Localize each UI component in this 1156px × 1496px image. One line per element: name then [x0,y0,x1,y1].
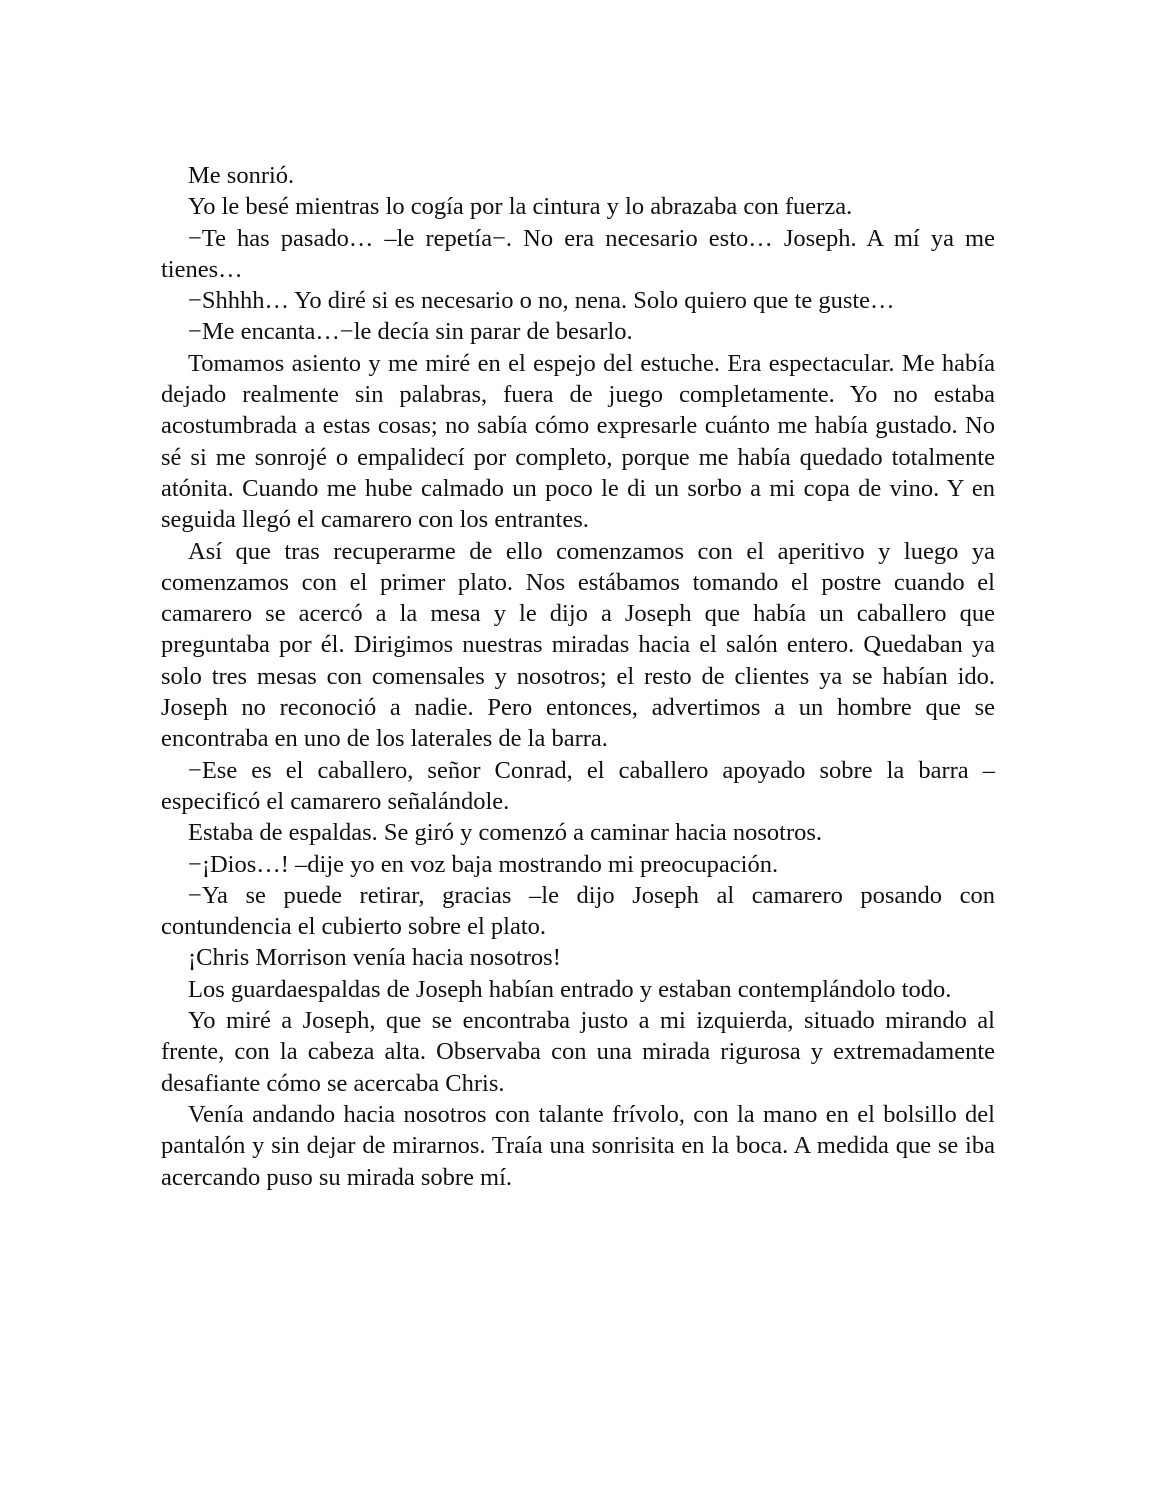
paragraph: −¡Dios…! –dije yo en voz baja mostrando mi preocupación. [188,850,779,878]
paragraph: Los guardaespaldas de Joseph habían entrado y estaban contemplándolo todo. [188,975,952,1003]
paragraph: −Me encanta…−le decía sin parar de besarlo. [188,318,633,346]
paragraph: Venía andando hacia nosotros con talante frívolo, con la mano en el bolsillo del pantalón y sin dejar de mirarnos. Traía una sonrisita en la boca. A medida que se iba acercando puso su mirada sobre mí. [161,1100,995,1191]
paragraph: Tomamos asiento y me miré en el espejo del estuche. Era espectacular. Me había dejado realmente sin palabras, fuera de juego completamente. Yo no estaba acostumbrada a estas cosas; no sabía cómo expresarle cuánto me había gustado. No sé si me sonrojé o empalidecí por completo, porque me había quedado totalmente atónita. Cuando me hube calmado un poco le di un sorbo a mi copa de vino. Y en seguida llegó el camarero con los entrantes. [161,349,995,534]
paragraph: Yo miré a Joseph, que se encontraba justo a mi izquierda, situado mirando al frente, con la cabeza alta. Observaba con una mirada rigurosa y extremadamente desafiante cómo se acercaba Chris. [161,1007,995,1097]
paragraph: Estaba de espaldas. Se giró y comenzó a caminar hacia nosotros. [188,819,823,847]
paragraph: −Ese es el caballero, señor Conrad, el caballero apoyado sobre la barra –especificó el camarero señalándole. [161,756,995,815]
paragraph: −Te has pasado… –le repetía−. No era necesario esto… Joseph. A mí ya me tienes… [161,224,995,283]
paragraph: −Shhhh… Yo diré si es necesario o no, nena. Solo quiero que te guste… [188,287,895,315]
book-page-text [161,160,995,1193]
paragraph: −Ya se puede retirar, gracias –le dijo Joseph al camarero posando con contundencia el cubierto sobre el plato. [161,881,995,941]
paragraph: Me sonrió. [188,162,295,189]
paragraph: Así que tras recuperarme de ello comenzamos con el aperitivo y luego ya comenzamos con el primer plato. Nos estábamos tomando el postre cuando el camarero se acercó a la mesa y le dijo a Joseph que había un caballero que preguntaba por él. Dirigimos nuestras miradas hacia el salón entero. Quedaban ya solo tres mesas con comensales y nosotros; el resto de clientes ya se habían ido. Joseph no reconoció a nadie. Pero entonces, advertimos a un hombre que se encontraba en uno de los laterales de la barra. [161,537,995,753]
paragraph: Yo le besé mientras lo cogía por la cintura y lo abrazaba con fuerza. [188,193,853,221]
paragraph: ¡Chris Morrison venía hacia nosotros! [188,944,561,972]
